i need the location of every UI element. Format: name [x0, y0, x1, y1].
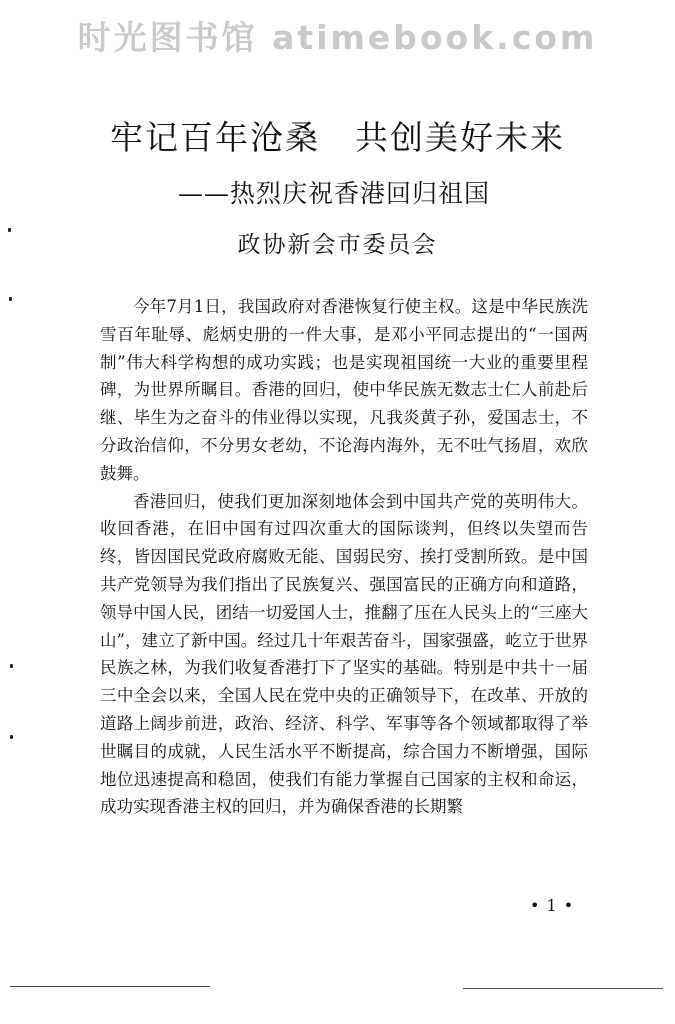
paragraph: 香港回归，使我们更加深刻地体会到中国共产党的英明伟大。收回香港，在旧中国有过四次重大的国际谈判，但终以失望而告终，皆因国民党政府腐败无能、国弱民穷、挨打受割所致。是中国共产党领导为我们指出了民族复兴、强国富民的正确方向和道路，领导中国人民，团结一切爱国人士，推翻了压在人民头上的“三座大山”，建立了新中国。经过几十年艰苦奋斗，国家强盛，屹立于世界民族之林，为我们收复香港打下了坚实的基础。特别是中共十一届三中全会以来，全国人民在党中央的正确领导下，在改革、开放的道路上阔步前进，政治、经济、科学、军事等各个领域都取得了举世瞩目的成就，人民生活水平不断提高，综合国力不断增强，国际地位迅速提高和稳固，使我们有能力掌握自己国家的主权和命运，成功实现香港主权的回归，并为确保香港的长期繁 [100, 491, 588, 817]
page-number: • 1 • [530, 896, 575, 915]
scan-speck [10, 735, 13, 739]
bottom-rule-left [10, 986, 210, 987]
scan-speck [9, 297, 12, 301]
body-text [100, 293, 588, 821]
page-subtitle: ——热烈庆祝香港回归祖国 [178, 179, 491, 208]
bottom-rule-right [463, 988, 663, 989]
page-title: 牢记百年沧桑 共创美好未来 [110, 118, 565, 157]
paragraph: 今年7月1日，我国政府对香港恢复行使主权。这是中华民族洗雪百年耻辱、彪炳史册的一件大事，是邓小平同志提出的“一国两制”伟大科学构想的成功实践；也是实现祖国统一大业的重要里程碑，为世界所瞩目。香港的回归，使中华民族无数志士仁人前赴后继、毕生为之奋斗的伟业得以实现，凡我炎黄子孙，爱国志士，不分政治信仰，不分男女老幼，不论海内海外，无不吐气扬眉，欢欣鼓舞。 [100, 297, 588, 483]
watermark: 时光图书馆 atimebook.com [77, 18, 598, 57]
scan-speck [10, 664, 13, 668]
scan-speck [8, 228, 11, 232]
author: 政协新会市委员会 [237, 232, 438, 258]
